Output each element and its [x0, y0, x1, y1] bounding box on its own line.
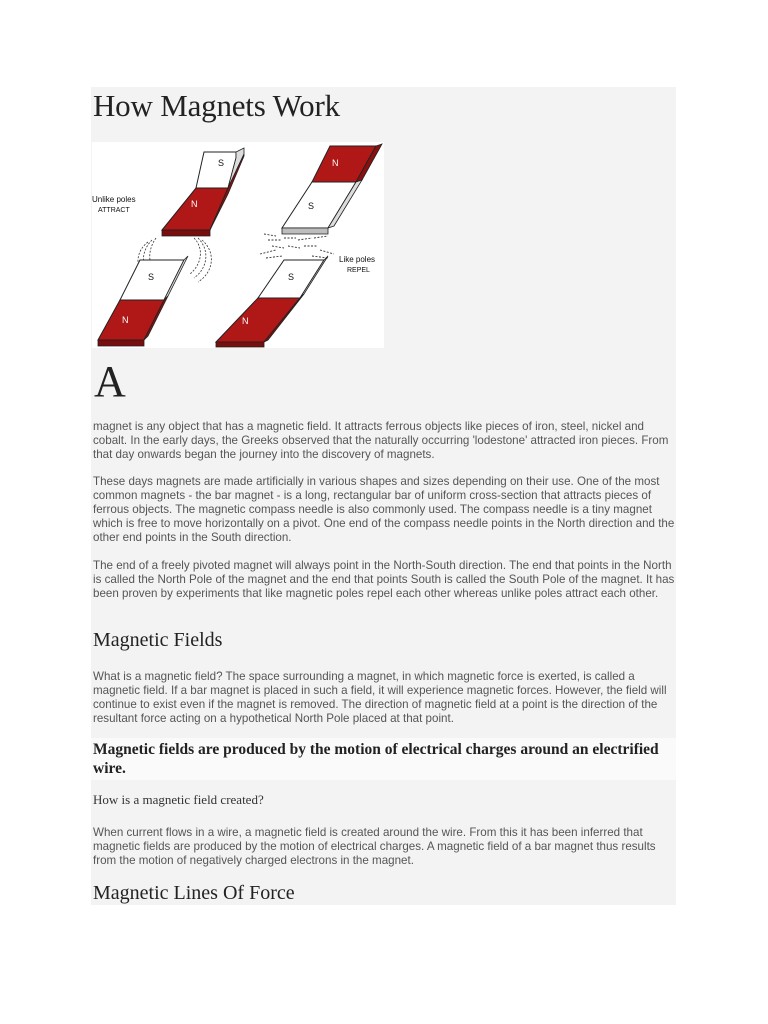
- lines-of-force-heading: Magnetic Lines Of Force: [93, 882, 295, 904]
- callout-text: Magnetic fields are produced by the motion of electrical charges around an electrified wire.: [93, 741, 659, 777]
- repel-label: REPEL: [347, 267, 370, 274]
- page-title: How Magnets Work: [93, 88, 340, 123]
- drop-cap: A: [94, 357, 126, 406]
- right-top-n-label: N: [332, 158, 339, 168]
- left-top-magnet: [162, 148, 244, 236]
- left-top-s-label: S: [218, 158, 225, 168]
- poles-paragraph: The end of a freely pivoted magnet will always point in the North-South direction. The end that points in the North is called the North Pole of the magnet and the end that points South is called the South Pole of the magnet. It has been proven by experiments that like magnetic poles repel each other whereas unlike poles attract each other.: [93, 559, 675, 600]
- right-top-magnet: [282, 144, 382, 234]
- magnet-poles-figure: [92, 142, 384, 348]
- attract-label: ATTRACT: [98, 207, 130, 214]
- right-top-s-label: S: [308, 201, 315, 211]
- bar-magnet-paragraph: These days magnets are made artificially in various shapes and sizes depending on their use. One of the most common magnets - the bar magnet - is a long, rectangular bar of uniform cross-section that attracts pieces of ferrous objects. The magnetic compass needle is also commonly used. The compass needle is a tiny magnet which is free to move horizontally on a pivot. One end of the compass needle points in the North direction and the other end points in the South direction.: [93, 475, 675, 544]
- left-top-n-label: N: [191, 199, 198, 209]
- magnet-poles-illustration: [92, 142, 384, 348]
- like-poles-label: Like poles: [339, 255, 376, 264]
- question-subheading: How is a magnetic field created?: [93, 792, 264, 807]
- intro-paragraph: magnet is any object that has a magnetic field. It attracts ferrous objects like pieces of iron, steel, nickel and cobalt. In the early days, the Greeks observed that the naturally occurring 'lodestone' attracted iron pieces. From that day onwards began the journey into the discovery of magnets.: [93, 420, 669, 461]
- repel-field-lines: [260, 234, 334, 258]
- right-bottom-s-label: S: [288, 272, 295, 282]
- field-definition-paragraph: What is a magnetic field? The space surrounding a magnet, in which magnetic force is exerted, is called a magnetic field. If a bar magnet is placed in such a field, it will experience magnetic forces. However, the field will continue to exist even if the magnet is removed. The direction of magnetic field at a point is the direction of the resultant force acting on a hypothetical North Pole placed at that point.: [93, 670, 667, 725]
- right-bottom-n-label: N: [242, 316, 249, 326]
- left-bottom-n-label: N: [122, 315, 129, 325]
- field-created-paragraph: When current flows in a wire, a magnetic field is created around the wire. From this it has been inferred that magnetic fields are produced by the motion of electrical charges. A magnetic field of a bar magnet thus results from the motion of negatively charged electrons in the magnet.: [93, 826, 656, 867]
- highlight-callout: [91, 738, 676, 780]
- right-bottom-magnet: [216, 256, 328, 347]
- left-bottom-s-label: S: [148, 272, 155, 282]
- unlike-poles-label: Unlike poles: [92, 195, 136, 204]
- left-bottom-magnet: [98, 256, 188, 346]
- magnetic-fields-heading: Magnetic Fields: [93, 629, 223, 651]
